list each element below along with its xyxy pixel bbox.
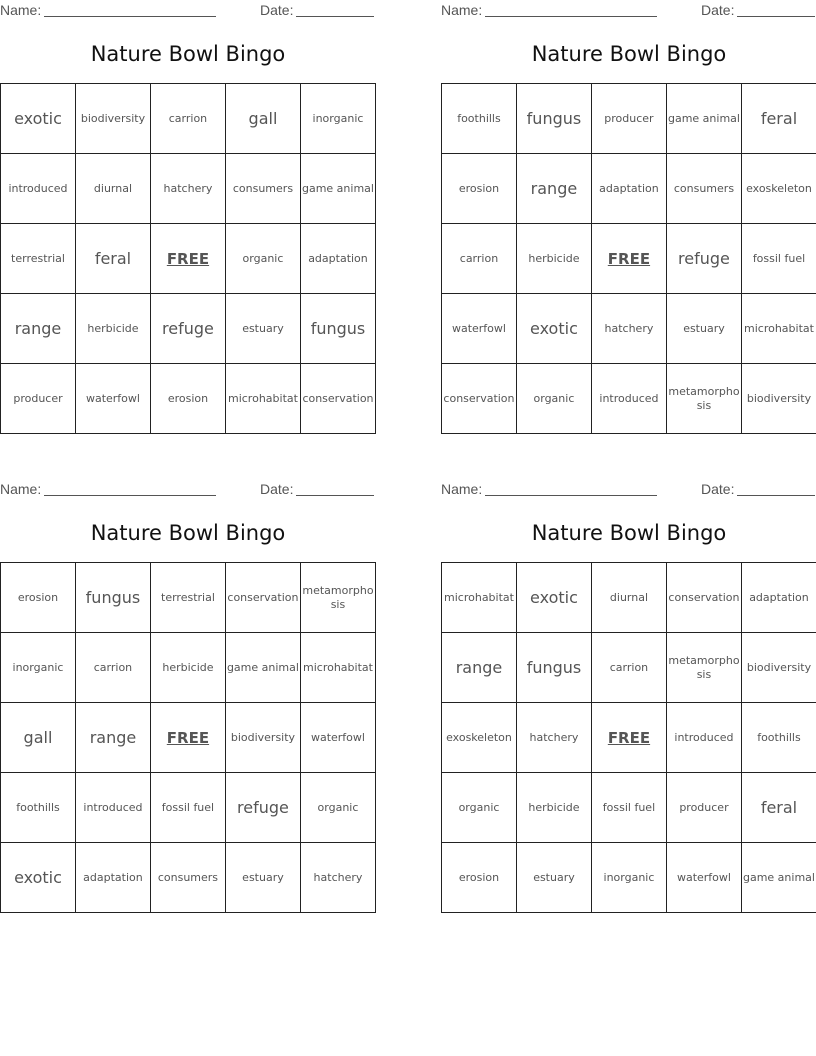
bingo-cell: range xyxy=(75,703,150,773)
bingo-cell: inorganic xyxy=(591,843,666,913)
bingo-cell: range xyxy=(1,294,76,364)
bingo-cell: microhabitat xyxy=(442,563,517,633)
date-label: Date: xyxy=(260,481,294,497)
bingo-cell: game animal xyxy=(666,84,741,154)
bingo-cell: adaptation xyxy=(741,563,816,633)
name-label: Name: xyxy=(0,481,42,497)
bingo-cell: gall xyxy=(1,703,76,773)
grid-row xyxy=(442,773,816,843)
date-blank-line xyxy=(737,495,815,496)
bingo-cell: terrestrial xyxy=(150,563,225,633)
bingo-grid xyxy=(441,562,816,913)
bingo-cell: hatchery xyxy=(516,703,591,773)
bingo-cell: fungus xyxy=(300,294,375,364)
bingo-grid xyxy=(0,83,376,434)
bingo-cell: erosion xyxy=(442,154,517,224)
bingo-cell: feral xyxy=(741,84,816,154)
bingo-cell: game animal xyxy=(741,843,816,913)
card-title: Nature Bowl Bingo xyxy=(531,521,727,545)
bingo-cell: inorganic xyxy=(1,633,76,703)
card-title: Nature Bowl Bingo xyxy=(90,521,286,545)
bingo-cell: microhabitat xyxy=(300,633,375,703)
bingo-cell: diurnal xyxy=(591,563,666,633)
date-label: Date: xyxy=(260,2,294,18)
bingo-cell: estuary xyxy=(225,294,300,364)
bingo-cell: introduced xyxy=(75,773,150,843)
bingo-cell: producer xyxy=(1,364,76,434)
bingo-cell: feral xyxy=(75,224,150,294)
bingo-cell: biodiversity xyxy=(75,84,150,154)
bingo-cell: feral xyxy=(741,773,816,843)
bingo-cell: foothills xyxy=(1,773,76,843)
date-label: Date: xyxy=(701,2,735,18)
card-header xyxy=(0,479,376,501)
name-label: Name: xyxy=(0,2,42,18)
bingo-cell: hatchery xyxy=(591,294,666,364)
bingo-cell: conservation xyxy=(442,364,517,434)
bingo-card-4 xyxy=(441,479,816,884)
date-blank-line xyxy=(737,16,815,17)
bingo-cell: game animal xyxy=(225,633,300,703)
grid-row xyxy=(442,294,816,364)
name-label: Name: xyxy=(441,2,483,18)
grid-row xyxy=(1,154,376,224)
bingo-cell: producer xyxy=(666,773,741,843)
bingo-cell: exotic xyxy=(516,294,591,364)
bingo-cell: erosion xyxy=(150,364,225,434)
bingo-cell: carrion xyxy=(150,84,225,154)
bingo-cell: organic xyxy=(300,773,375,843)
bingo-cell: estuary xyxy=(225,843,300,913)
bingo-cell: consumers xyxy=(225,154,300,224)
bingo-cell: fungus xyxy=(75,563,150,633)
card-title: Nature Bowl Bingo xyxy=(531,42,727,66)
bingo-card-1 xyxy=(0,0,376,405)
bingo-cell: carrion xyxy=(75,633,150,703)
bingo-cell: exotic xyxy=(1,843,76,913)
bingo-cell: foothills xyxy=(741,703,816,773)
bingo-cell: conservation xyxy=(666,563,741,633)
bingo-cell: foothills xyxy=(442,84,517,154)
bingo-cell: erosion xyxy=(442,843,517,913)
grid-row xyxy=(442,224,816,294)
free-space-cell: FREE xyxy=(591,703,666,773)
grid-row xyxy=(442,364,816,434)
card-header xyxy=(441,0,816,22)
bingo-cell: waterfowl xyxy=(300,703,375,773)
name-blank-line xyxy=(485,16,657,17)
bingo-cell: biodiversity xyxy=(225,703,300,773)
grid-row xyxy=(1,773,376,843)
bingo-cell: herbicide xyxy=(516,224,591,294)
free-space-cell: FREE xyxy=(591,224,666,294)
bingo-cell: hatchery xyxy=(150,154,225,224)
name-blank-line xyxy=(44,16,216,17)
grid-row xyxy=(1,703,376,773)
date-blank-line xyxy=(296,16,374,17)
bingo-cell: carrion xyxy=(442,224,517,294)
bingo-cell: biodiversity xyxy=(741,633,816,703)
bingo-cell: organic xyxy=(442,773,517,843)
card-header xyxy=(0,0,376,22)
date-blank-line xyxy=(296,495,374,496)
bingo-cell: consumers xyxy=(666,154,741,224)
bingo-cell: producer xyxy=(591,84,666,154)
bingo-cell: fungus xyxy=(516,633,591,703)
bingo-cell: introduced xyxy=(666,703,741,773)
bingo-cell: estuary xyxy=(516,843,591,913)
bingo-cell: diurnal xyxy=(75,154,150,224)
bingo-cell: gall xyxy=(225,84,300,154)
card-header xyxy=(441,479,816,501)
grid-row xyxy=(1,224,376,294)
bingo-cell: organic xyxy=(225,224,300,294)
grid-row xyxy=(1,294,376,364)
bingo-cell: microhabitat xyxy=(741,294,816,364)
grid-row xyxy=(1,84,376,154)
free-space-cell: FREE xyxy=(150,224,225,294)
bingo-cell: refuge xyxy=(150,294,225,364)
grid-row xyxy=(1,563,376,633)
bingo-cell: conservation xyxy=(225,563,300,633)
bingo-cell: refuge xyxy=(666,224,741,294)
bingo-cell: metamorphosis xyxy=(666,364,741,434)
bingo-cell: introduced xyxy=(1,154,76,224)
bingo-cell: metamorphosis xyxy=(300,563,375,633)
grid-row xyxy=(442,843,816,913)
bingo-cell: microhabitat xyxy=(225,364,300,434)
grid-row xyxy=(442,633,816,703)
bingo-grid xyxy=(441,83,816,434)
bingo-cell: herbicide xyxy=(150,633,225,703)
bingo-cell: exoskeleton xyxy=(442,703,517,773)
bingo-card-3 xyxy=(0,479,376,887)
name-blank-line xyxy=(485,495,657,496)
grid-row xyxy=(442,563,816,633)
grid-row xyxy=(442,84,816,154)
bingo-cell: estuary xyxy=(666,294,741,364)
bingo-cell: fossil fuel xyxy=(591,773,666,843)
bingo-cell: hatchery xyxy=(300,843,375,913)
bingo-cell: exotic xyxy=(516,563,591,633)
grid-row xyxy=(442,154,816,224)
bingo-cell: carrion xyxy=(591,633,666,703)
grid-row xyxy=(442,703,816,773)
bingo-cell: herbicide xyxy=(75,294,150,364)
bingo-cell: refuge xyxy=(225,773,300,843)
bingo-cell: exoskeleton xyxy=(741,154,816,224)
bingo-cell: fossil fuel xyxy=(150,773,225,843)
bingo-cell: conservation xyxy=(300,364,375,434)
bingo-cell: fossil fuel xyxy=(741,224,816,294)
bingo-cell: fungus xyxy=(516,84,591,154)
bingo-cell: exotic xyxy=(1,84,76,154)
bingo-cell: adaptation xyxy=(300,224,375,294)
bingo-cell: terrestrial xyxy=(1,224,76,294)
bingo-cell: waterfowl xyxy=(75,364,150,434)
grid-row xyxy=(1,843,376,913)
bingo-card-2 xyxy=(441,0,816,412)
bingo-cell: consumers xyxy=(150,843,225,913)
grid-row xyxy=(1,633,376,703)
date-label: Date: xyxy=(701,481,735,497)
bingo-cell: metamorphosis xyxy=(666,633,741,703)
free-space-cell: FREE xyxy=(150,703,225,773)
bingo-cell: adaptation xyxy=(591,154,666,224)
bingo-grid xyxy=(0,562,376,913)
bingo-cell: erosion xyxy=(1,563,76,633)
bingo-cell: adaptation xyxy=(75,843,150,913)
bingo-cell: waterfowl xyxy=(442,294,517,364)
bingo-cell: inorganic xyxy=(300,84,375,154)
bingo-cell: range xyxy=(442,633,517,703)
grid-row xyxy=(1,364,376,434)
bingo-cell: range xyxy=(516,154,591,224)
name-label: Name: xyxy=(441,481,483,497)
card-title: Nature Bowl Bingo xyxy=(90,42,286,66)
bingo-cell: game animal xyxy=(300,154,375,224)
bingo-cell: biodiversity xyxy=(741,364,816,434)
bingo-cell: waterfowl xyxy=(666,843,741,913)
name-blank-line xyxy=(44,495,216,496)
bingo-cell: herbicide xyxy=(516,773,591,843)
bingo-cell: organic xyxy=(516,364,591,434)
bingo-cell: introduced xyxy=(591,364,666,434)
